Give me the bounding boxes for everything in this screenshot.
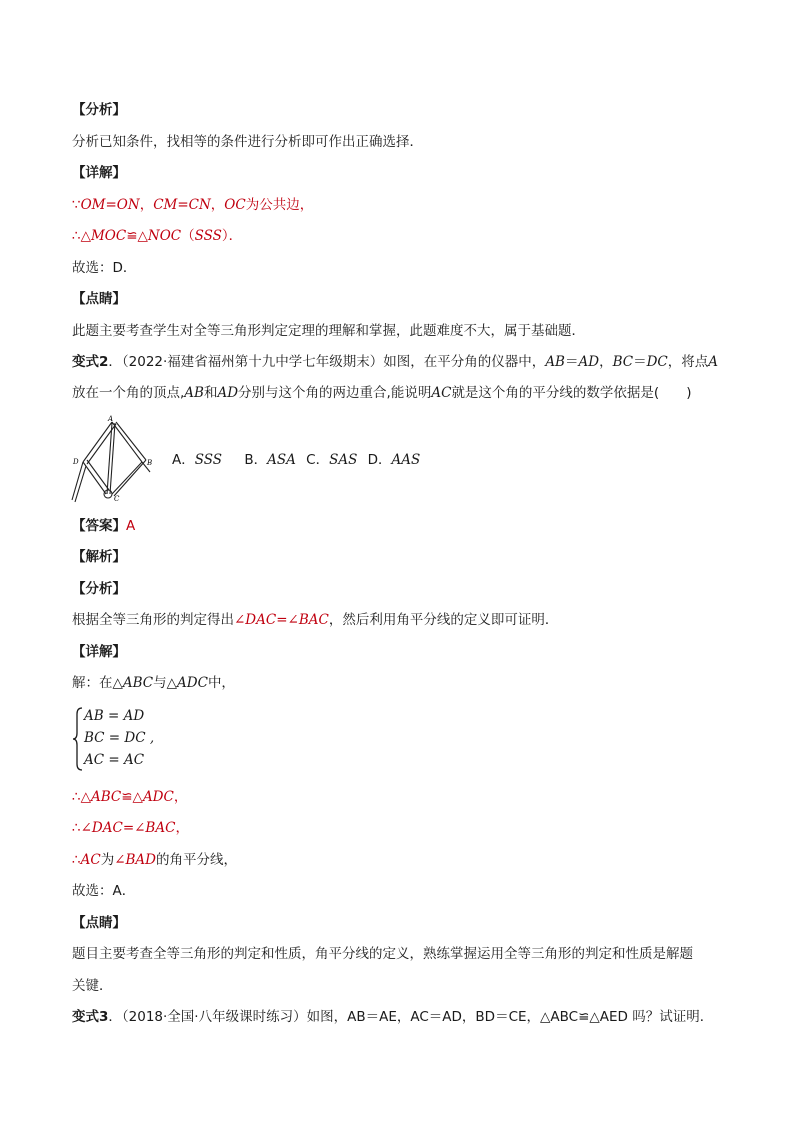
answer-line: 【答案】A — [72, 518, 136, 534]
variant3-question: 变式3．（2018·全国·八年级课时练习）如图，AB＝AE，AC＝AD，BD＝CE，△ABC≌△AED 吗？试证明． — [72, 1009, 714, 1025]
bisector-instrument-diagram — [68, 414, 164, 506]
variant2-choice-line: 故选：A． — [72, 883, 136, 899]
vertex-label-d: D — [73, 458, 79, 466]
variant2-detail-heading: 【详解】 — [72, 644, 126, 660]
choice-b: ASA — [267, 452, 296, 468]
variant2-comment-line-1: 题目主要考查全等三角形的判定和性质，角平分线的定义，熟练掌握运用全等三角形的判定和性质是解题 — [72, 946, 693, 962]
variant2-question-line-1: 变式2．（2022·福建省福州第十九中学七年级期末）如图，在平分角的仪器中，AB＝AD，BC＝DC，将点A — [72, 354, 718, 370]
detail-line-1: ∵OM=ON，CM=CN，OC为公共边， — [72, 197, 314, 213]
variant2-detail-intro: 解：在△ABC与△ADC中， — [72, 675, 235, 691]
variant2-analysis-heading: 【分析】 — [72, 581, 126, 597]
variant2-comment-heading: 【点睛】 — [72, 915, 126, 931]
analysis-heading: 【分析】 — [72, 102, 126, 118]
vertex-label-b: B — [147, 459, 153, 467]
detail-heading: 【详解】 — [72, 165, 126, 181]
variant2-question-line-2: 放在一个角的顶点,AB和AD分别与这个角的两边重合,能说明AC就是这个角的平分线的数学依据是( ) — [72, 385, 692, 401]
analysis-text: 分析已知条件，找相等的条件进行分析即可作出正确选择． — [72, 134, 423, 150]
choice-c-label: C． — [306, 452, 330, 468]
conclusion-2: ∴∠DAC=∠BAC， — [72, 820, 189, 836]
conclusion-1: ∴△ABC≌△ADC， — [72, 789, 188, 805]
conclusion-3: ∴AC为∠BAD的角平分线， — [72, 852, 237, 868]
solution-heading: 【解析】 — [72, 549, 126, 565]
choice-a-label: A． — [172, 452, 195, 468]
system-row-1: AB = AD — [84, 708, 145, 724]
choice-line: 故选：D． — [72, 260, 137, 276]
choice-c: SAS — [329, 452, 358, 468]
choice-d: AAS — [391, 452, 421, 468]
detail-line-2: ∴△MOC≌△NOC（SSS）． — [72, 228, 243, 244]
system-row-3: AC = AC — [84, 752, 145, 768]
variant2-comment-line-2: 关键． — [72, 978, 113, 994]
left-brace — [72, 706, 84, 772]
vertex-label-c: C — [114, 495, 120, 503]
choice-b-label: B． — [244, 452, 268, 468]
variant2-analysis-text: 根据全等三角形的判定得出∠DAC=∠BAC，然后利用角平分线的定义即可证明． — [72, 612, 559, 628]
choice-d-label: D． — [367, 452, 392, 468]
equation-system — [72, 706, 212, 772]
vertex-label-a: A — [108, 415, 114, 423]
comment-heading: 【点睛】 — [72, 291, 126, 307]
system-row-2: BC = DC , — [84, 730, 155, 746]
variant2-choices — [172, 450, 420, 470]
comment-text: 此题主要考查学生对全等三角形判定定理的理解和掌握，此题难度不大，属于基础题． — [72, 323, 585, 339]
choice-a: SSS — [194, 452, 223, 468]
